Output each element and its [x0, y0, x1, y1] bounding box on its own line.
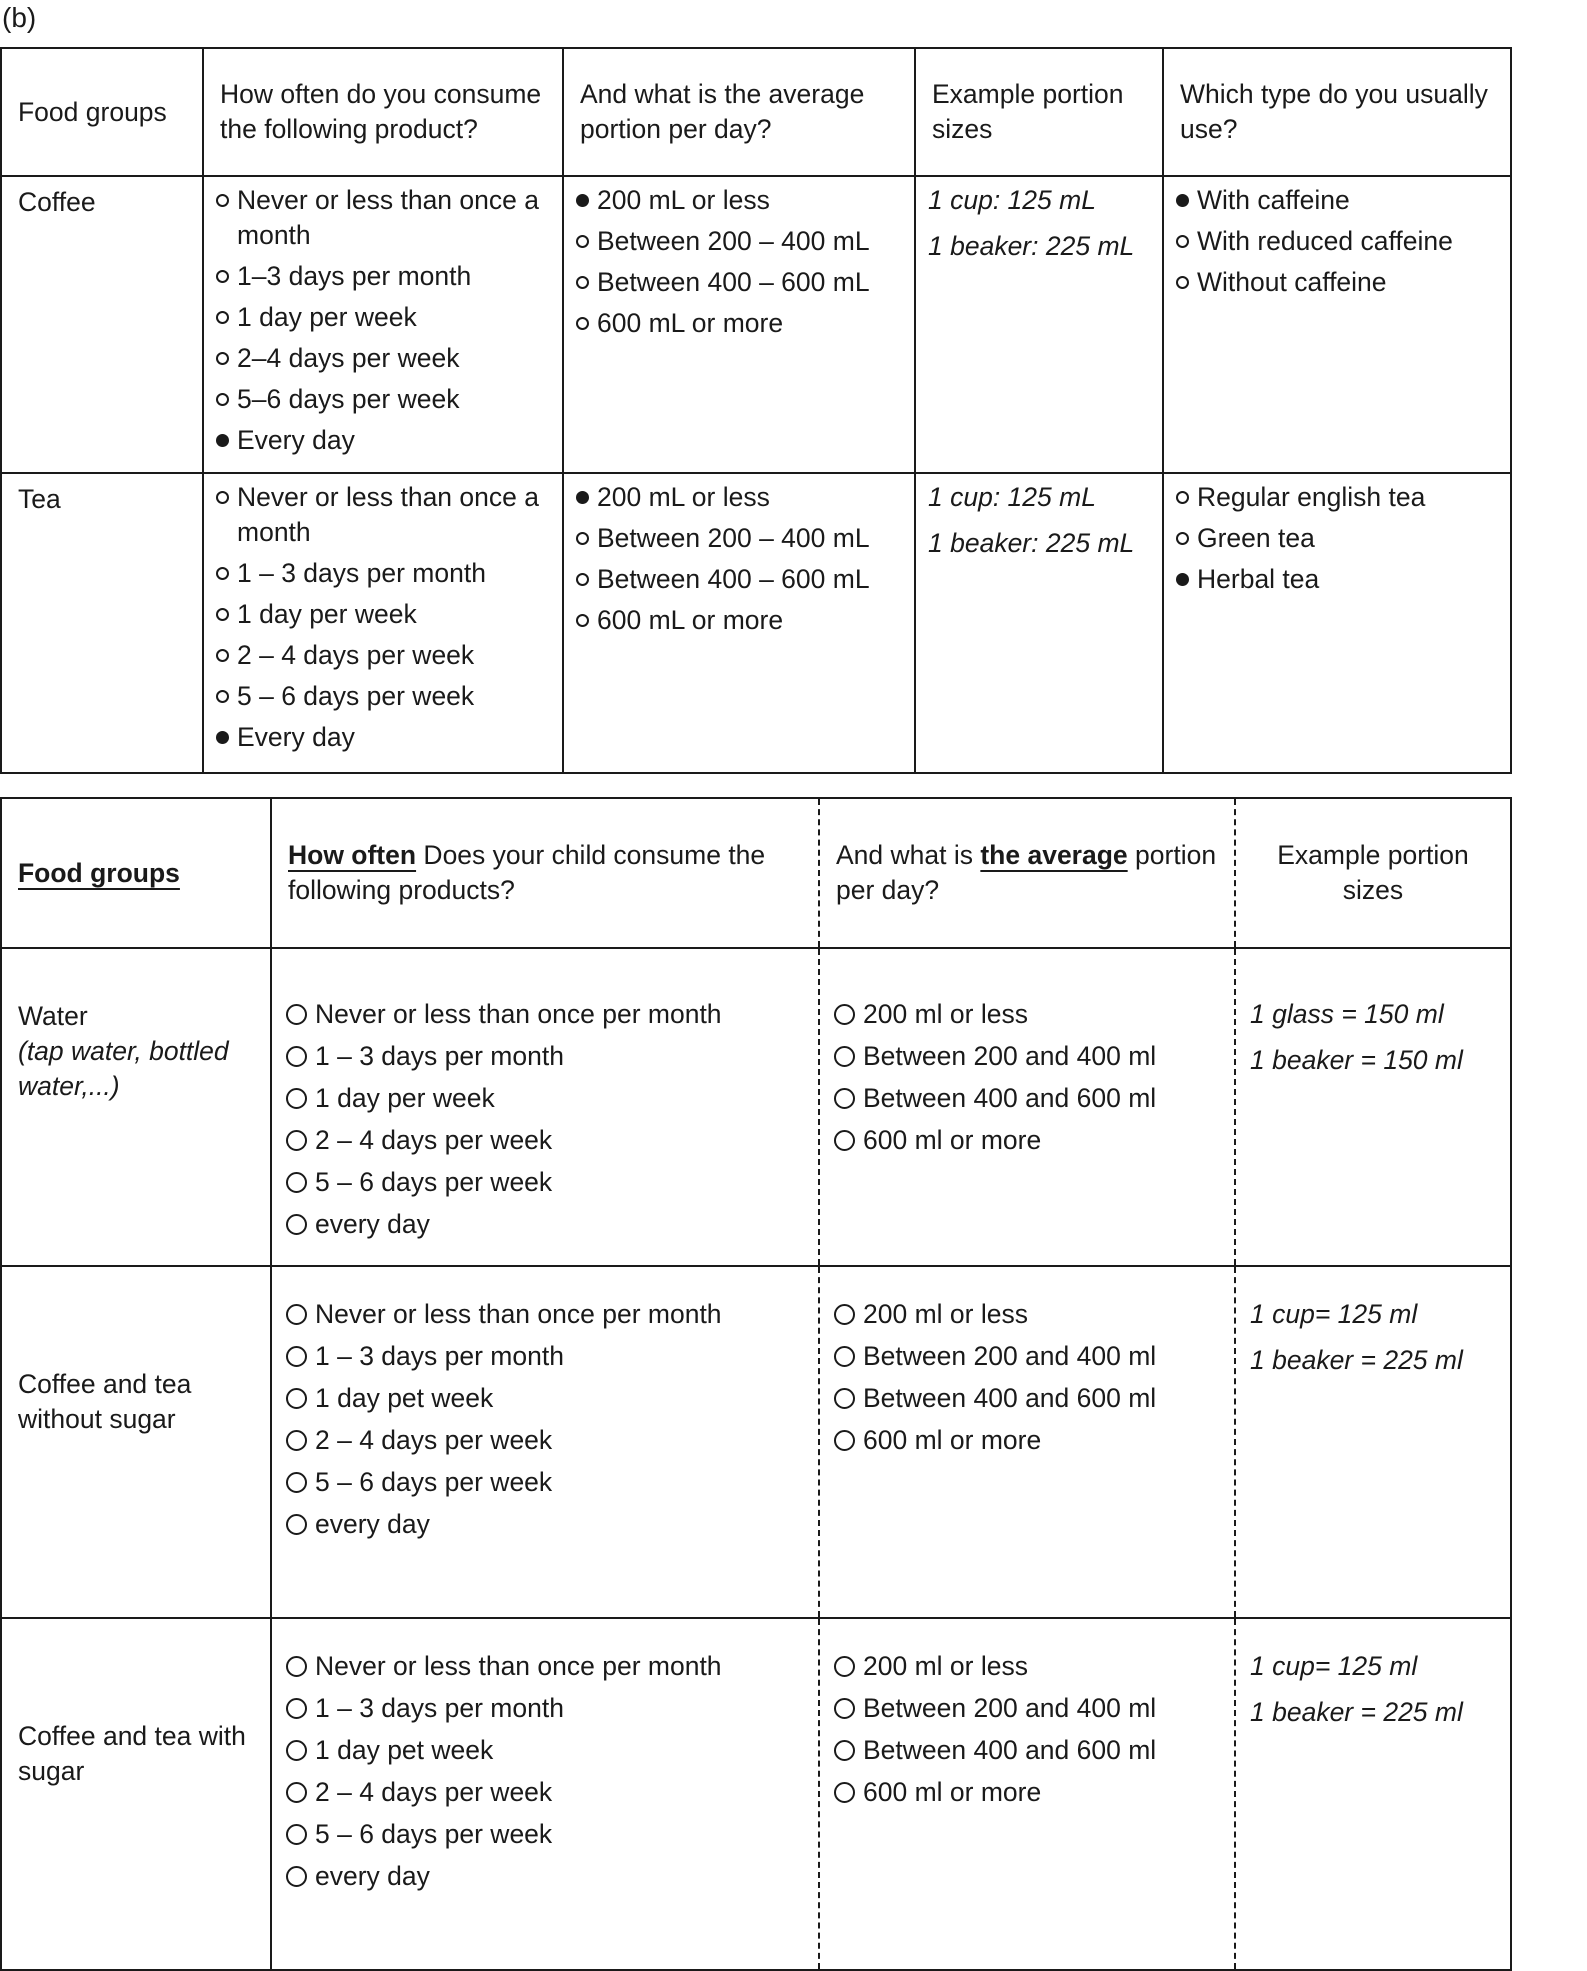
radio-icon[interactable] [216, 567, 229, 580]
radio-option[interactable]: 600 ml or more [834, 1123, 1224, 1158]
radio-option[interactable]: Between 200 and 400 ml [834, 1039, 1224, 1074]
radio-icon[interactable] [286, 1472, 307, 1493]
radio-icon[interactable] [216, 393, 229, 406]
radio-option[interactable]: 5 – 6 days per week [216, 679, 552, 714]
table-row-coffee-tea-without-sugar [1, 1266, 1511, 1618]
radio-icon[interactable] [834, 1130, 855, 1151]
radio-option[interactable]: 1 day per week [216, 597, 552, 632]
frequency-options [271, 1266, 819, 1618]
header-type-used: Which type do you usually use? [1163, 48, 1511, 176]
radio-icon[interactable] [286, 1130, 307, 1151]
radio-icon[interactable] [834, 1656, 855, 1677]
radio-option[interactable]: 5 – 6 days per week [286, 1165, 808, 1200]
radio-icon[interactable] [216, 311, 229, 324]
radio-icon[interactable] [576, 573, 589, 586]
radio-icon[interactable] [286, 1088, 307, 1109]
radio-icon[interactable] [286, 1346, 307, 1367]
example-portions [915, 176, 1163, 473]
radio-selected-icon[interactable] [216, 434, 229, 447]
radio-option[interactable]: 1 day per week [286, 1081, 808, 1116]
radio-option[interactable]: Between 400 – 600 mL [576, 265, 904, 300]
radio-option[interactable]: Without caffeine [1176, 265, 1500, 300]
questionnaire-table-child [0, 797, 1512, 1971]
portion-options [563, 473, 915, 773]
radio-selected-icon[interactable] [576, 491, 589, 504]
radio-option[interactable]: 200 ml or less [834, 1649, 1224, 1684]
radio-option[interactable]: Between 400 and 600 ml [834, 1081, 1224, 1116]
radio-option[interactable]: Green tea [1176, 521, 1500, 556]
radio-icon[interactable] [286, 1866, 307, 1887]
frequency-options [203, 176, 563, 473]
radio-icon[interactable] [286, 1656, 307, 1677]
radio-option[interactable]: With reduced caffeine [1176, 224, 1500, 259]
radio-icon[interactable] [286, 1046, 307, 1067]
radio-option[interactable]: 600 ml or more [834, 1775, 1224, 1810]
radio-option[interactable]: Never or less than once a month [216, 480, 552, 550]
radio-option[interactable]: 200 ml or less [834, 997, 1224, 1032]
radio-option[interactable]: 1–3 days per month [216, 259, 552, 294]
radio-option[interactable]: 1 day pet week [286, 1733, 808, 1768]
radio-option[interactable]: 2 – 4 days per week [286, 1775, 808, 1810]
example-portion: 1 beaker = 225 ml [1250, 1697, 1463, 1727]
radio-option[interactable]: 200 mL or less [576, 480, 904, 515]
food-group-label: Coffee and tea with sugar [1, 1618, 271, 1970]
example-portion: 1 cup= 125 ml [1250, 1299, 1418, 1329]
radio-icon[interactable] [834, 1304, 855, 1325]
radio-icon[interactable] [1176, 491, 1189, 504]
radio-option[interactable]: 5 – 6 days per week [286, 1817, 808, 1852]
radio-icon[interactable] [1176, 532, 1189, 545]
radio-icon[interactable] [1176, 235, 1189, 248]
header-example-portion: Example portion sizes [915, 48, 1163, 176]
radio-icon[interactable] [216, 608, 229, 621]
radio-selected-icon[interactable] [1176, 194, 1189, 207]
radio-icon[interactable] [286, 1740, 307, 1761]
radio-icon[interactable] [834, 1388, 855, 1409]
radio-option[interactable]: 600 ml or more [834, 1423, 1224, 1458]
radio-icon[interactable] [834, 1004, 855, 1025]
portion-options [819, 948, 1235, 1266]
radio-icon[interactable] [286, 1514, 307, 1535]
portion-options [563, 176, 915, 473]
frequency-options [271, 948, 819, 1266]
radio-option[interactable]: every day [286, 1507, 808, 1542]
example-portion: 1 beaker = 150 ml [1250, 1045, 1463, 1075]
radio-icon[interactable] [216, 491, 229, 504]
frequency-options [271, 1618, 819, 1970]
header-how-often: How often Does your child consume the following products? [271, 798, 819, 948]
example-portion: 1 beaker = 225 ml [1250, 1345, 1463, 1375]
radio-icon[interactable] [286, 1824, 307, 1845]
radio-selected-icon[interactable] [1176, 573, 1189, 586]
radio-icon[interactable] [1176, 276, 1189, 289]
example-portion: 1 beaker: 225 mL [928, 231, 1135, 261]
radio-icon[interactable] [286, 1172, 307, 1193]
table-row-coffee [1, 176, 1511, 473]
example-portions [1235, 1618, 1511, 1970]
radio-option[interactable]: 2 – 4 days per week [286, 1423, 808, 1458]
radio-selected-icon[interactable] [216, 731, 229, 744]
questionnaire-table-adult [0, 47, 1512, 774]
example-portions [1235, 1266, 1511, 1618]
radio-icon[interactable] [216, 690, 229, 703]
radio-icon[interactable] [216, 352, 229, 365]
radio-option[interactable]: Between 200 and 400 ml [834, 1339, 1224, 1374]
radio-option[interactable]: Between 400 – 600 mL [576, 562, 904, 597]
food-group-label: Coffee and tea without sugar [1, 1266, 271, 1618]
header-average-portion: And what is the average portion per day? [563, 48, 915, 176]
radio-option[interactable]: Regular english tea [1176, 480, 1500, 515]
header-food-groups: Food groups [1, 798, 271, 948]
food-group-label: Water (tap water, bottled water,...) [1, 948, 271, 1266]
radio-option[interactable]: 2 – 4 days per week [286, 1123, 808, 1158]
radio-icon[interactable] [216, 194, 229, 207]
header-how-often: How often do you consume the following product? [203, 48, 563, 176]
radio-option[interactable]: Never or less than once per month [286, 997, 808, 1032]
radio-option[interactable]: 2 – 4 days per week [216, 638, 552, 673]
radio-option[interactable]: 600 mL or more [576, 306, 904, 341]
radio-option[interactable]: 200 mL or less [576, 183, 904, 218]
radio-icon[interactable] [286, 1004, 307, 1025]
radio-icon[interactable] [286, 1430, 307, 1451]
radio-option[interactable]: Never or less than once per month [286, 1297, 808, 1332]
radio-option[interactable]: Between 200 – 400 mL [576, 224, 904, 259]
radio-icon[interactable] [286, 1782, 307, 1803]
radio-icon[interactable] [834, 1346, 855, 1367]
radio-selected-icon[interactable] [576, 194, 589, 207]
radio-option[interactable]: Never or less than once a month [216, 183, 552, 253]
portion-options [819, 1266, 1235, 1618]
radio-icon[interactable] [834, 1430, 855, 1451]
type-options [1163, 473, 1511, 773]
radio-icon[interactable] [576, 235, 589, 248]
table-row-tea [1, 473, 1511, 773]
radio-option[interactable]: 1 – 3 days per month [216, 556, 552, 591]
header-average-portion: And what is the average portion per day? [819, 798, 1235, 948]
radio-option[interactable]: Every day [216, 423, 552, 458]
radio-icon[interactable] [834, 1740, 855, 1761]
radio-option[interactable]: every day [286, 1207, 808, 1242]
radio-icon[interactable] [834, 1782, 855, 1803]
radio-icon[interactable] [576, 276, 589, 289]
example-portion: 1 beaker: 225 mL [928, 528, 1135, 558]
radio-option[interactable]: Between 400 and 600 ml [834, 1381, 1224, 1416]
radio-icon[interactable] [216, 649, 229, 662]
radio-option[interactable]: 1 day pet week [286, 1381, 808, 1416]
radio-option[interactable]: With caffeine [1176, 183, 1500, 218]
radio-option[interactable]: 200 ml or less [834, 1297, 1224, 1332]
radio-icon[interactable] [286, 1698, 307, 1719]
radio-option[interactable]: 600 mL or more [576, 603, 904, 638]
frequency-options [203, 473, 563, 773]
table-row-water [1, 948, 1511, 1266]
radio-option[interactable]: Never or less than once per month [286, 1649, 808, 1684]
example-portion: 1 glass = 150 ml [1250, 999, 1444, 1029]
radio-icon[interactable] [216, 270, 229, 283]
radio-option[interactable]: 1 – 3 days per month [286, 1339, 808, 1374]
food-group-label: Tea [1, 473, 203, 773]
radio-option[interactable]: Between 200 – 400 mL [576, 521, 904, 556]
radio-option[interactable]: 2–4 days per week [216, 341, 552, 376]
example-portion: 1 cup: 125 mL [928, 185, 1096, 215]
example-portions [1235, 948, 1511, 1266]
panel-label: (b) [2, 2, 37, 33]
radio-option[interactable]: 1 – 3 days per month [286, 1039, 808, 1074]
radio-icon[interactable] [286, 1214, 307, 1235]
radio-icon[interactable] [834, 1698, 855, 1719]
radio-option[interactable]: 5–6 days per week [216, 382, 552, 417]
example-portion: 1 cup= 125 ml [1250, 1651, 1418, 1681]
portion-options [819, 1618, 1235, 1970]
radio-option[interactable]: Between 200 and 400 ml [834, 1691, 1224, 1726]
table-row-coffee-tea-with-sugar [1, 1618, 1511, 1970]
radio-icon[interactable] [576, 317, 589, 330]
example-portions [915, 473, 1163, 773]
radio-icon[interactable] [834, 1088, 855, 1109]
radio-option[interactable]: 1 – 3 days per month [286, 1691, 808, 1726]
radio-option[interactable]: Every day [216, 720, 552, 755]
header-food-groups: Food groups [1, 48, 203, 176]
radio-option[interactable]: every day [286, 1859, 808, 1894]
radio-icon[interactable] [576, 614, 589, 627]
food-group-label: Coffee [1, 176, 203, 473]
radio-icon[interactable] [286, 1304, 307, 1325]
header-example-portion: Example portion sizes [1235, 798, 1511, 948]
radio-option[interactable]: 5 – 6 days per week [286, 1465, 808, 1500]
type-options [1163, 176, 1511, 473]
radio-icon[interactable] [286, 1388, 307, 1409]
radio-icon[interactable] [834, 1046, 855, 1067]
radio-option[interactable]: 1 day per week [216, 300, 552, 335]
table2-header-row [1, 798, 1511, 948]
radio-option[interactable]: Herbal tea [1176, 562, 1500, 597]
radio-icon[interactable] [576, 532, 589, 545]
example-portion: 1 cup: 125 mL [928, 482, 1096, 512]
table1-header-row [1, 48, 1511, 176]
radio-option[interactable]: Between 400 and 600 ml [834, 1733, 1224, 1768]
